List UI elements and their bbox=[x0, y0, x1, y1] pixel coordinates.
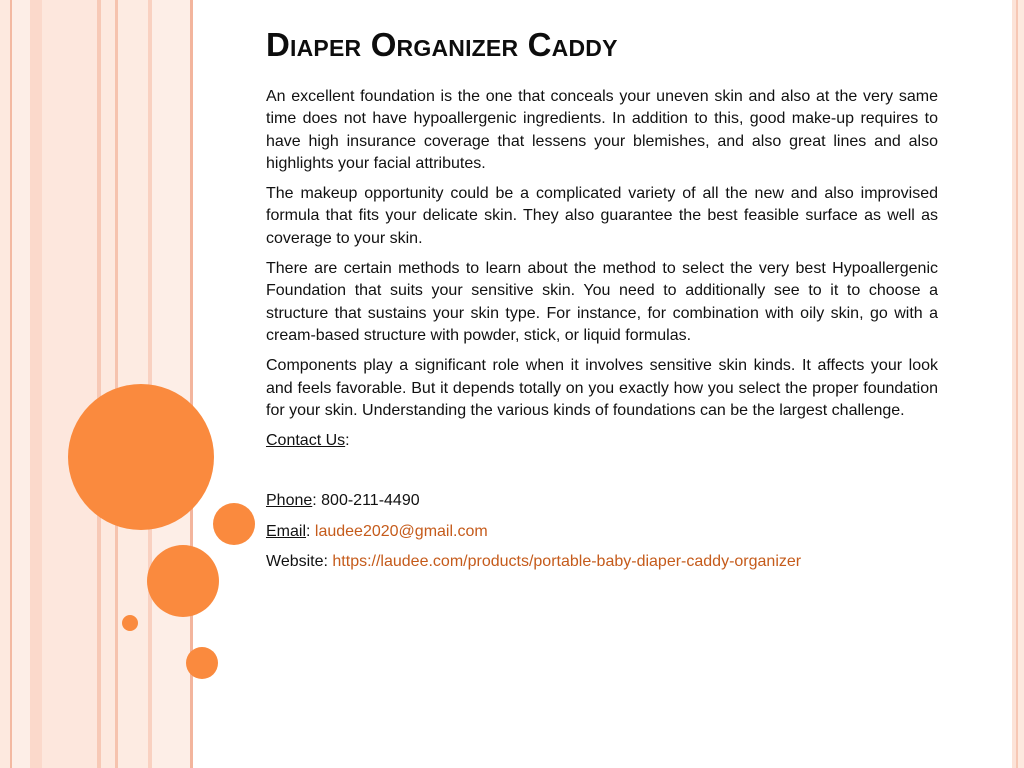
stripe bbox=[42, 0, 97, 768]
spacer bbox=[266, 460, 938, 490]
stripe bbox=[0, 0, 10, 768]
contact-heading-label: Contact Us bbox=[266, 432, 346, 450]
body-paragraph: The makeup opportunity could be a complicated variety of all the new and also improvised formula that fits your delicate skin. They also guarantee the best feasible surface as well as coverage to your skin. bbox=[266, 185, 938, 247]
medium-orange-circle bbox=[147, 545, 219, 617]
email-label: Email bbox=[266, 522, 307, 540]
contact-heading-colon: : bbox=[345, 432, 350, 450]
body-paragraph: Components play a significant role when it involves sensitive skin kinds. It affects your look and feels favorable. But it depends totally on you exactly how you select the proper foundation for your skin. Understanding the various kinds of foundations can be the largest challenge. bbox=[266, 357, 938, 419]
phone-value: : 800-211-4490 bbox=[312, 492, 420, 510]
right-decorative-stripe bbox=[1012, 0, 1024, 768]
website-line bbox=[266, 551, 938, 573]
body-paragraph: There are certain methods to learn about the method to select the very best Hypoallergenic Foundation that suits your sensitive skin. You need to additionally see to it to choose a structure that sustains your skin type. For instance, for combination with oily skin, go with a cream-based structure with powder, stick, or liquid formulas. bbox=[266, 260, 938, 344]
website-link[interactable]: https://laudee.com/products/portable-baby-diaper-caddy-organizer bbox=[332, 553, 802, 571]
contact-heading bbox=[266, 430, 938, 452]
slide-content bbox=[266, 22, 938, 581]
stripe bbox=[30, 0, 42, 768]
left-decorative-stripes bbox=[0, 0, 200, 768]
stripe bbox=[101, 0, 115, 768]
tiny-orange-circle bbox=[122, 615, 138, 631]
small-orange-circle bbox=[186, 647, 218, 679]
phone-label: Phone bbox=[266, 492, 313, 510]
email-separator: : bbox=[306, 522, 315, 540]
website-label: Website: bbox=[266, 553, 333, 571]
email-line bbox=[266, 521, 938, 543]
email-link[interactable]: laudee2020@gmail.com bbox=[314, 522, 488, 540]
stripe bbox=[12, 0, 30, 768]
large-orange-circle bbox=[68, 384, 214, 530]
phone-line bbox=[266, 490, 938, 512]
contact-section bbox=[266, 430, 938, 573]
page-title: Diaper Organizer Caddy bbox=[266, 26, 618, 63]
stripe bbox=[152, 0, 190, 768]
small-orange-circle bbox=[213, 503, 255, 545]
body-paragraph: An excellent foundation is the one that conceals your uneven skin and also at the very same time does not have hypoallergenic ingredients. In addition to this, good make-up requires to have high insurance coverage that lessens your blemishes, and also great lines and also highlights your facial attributes. bbox=[266, 88, 938, 172]
